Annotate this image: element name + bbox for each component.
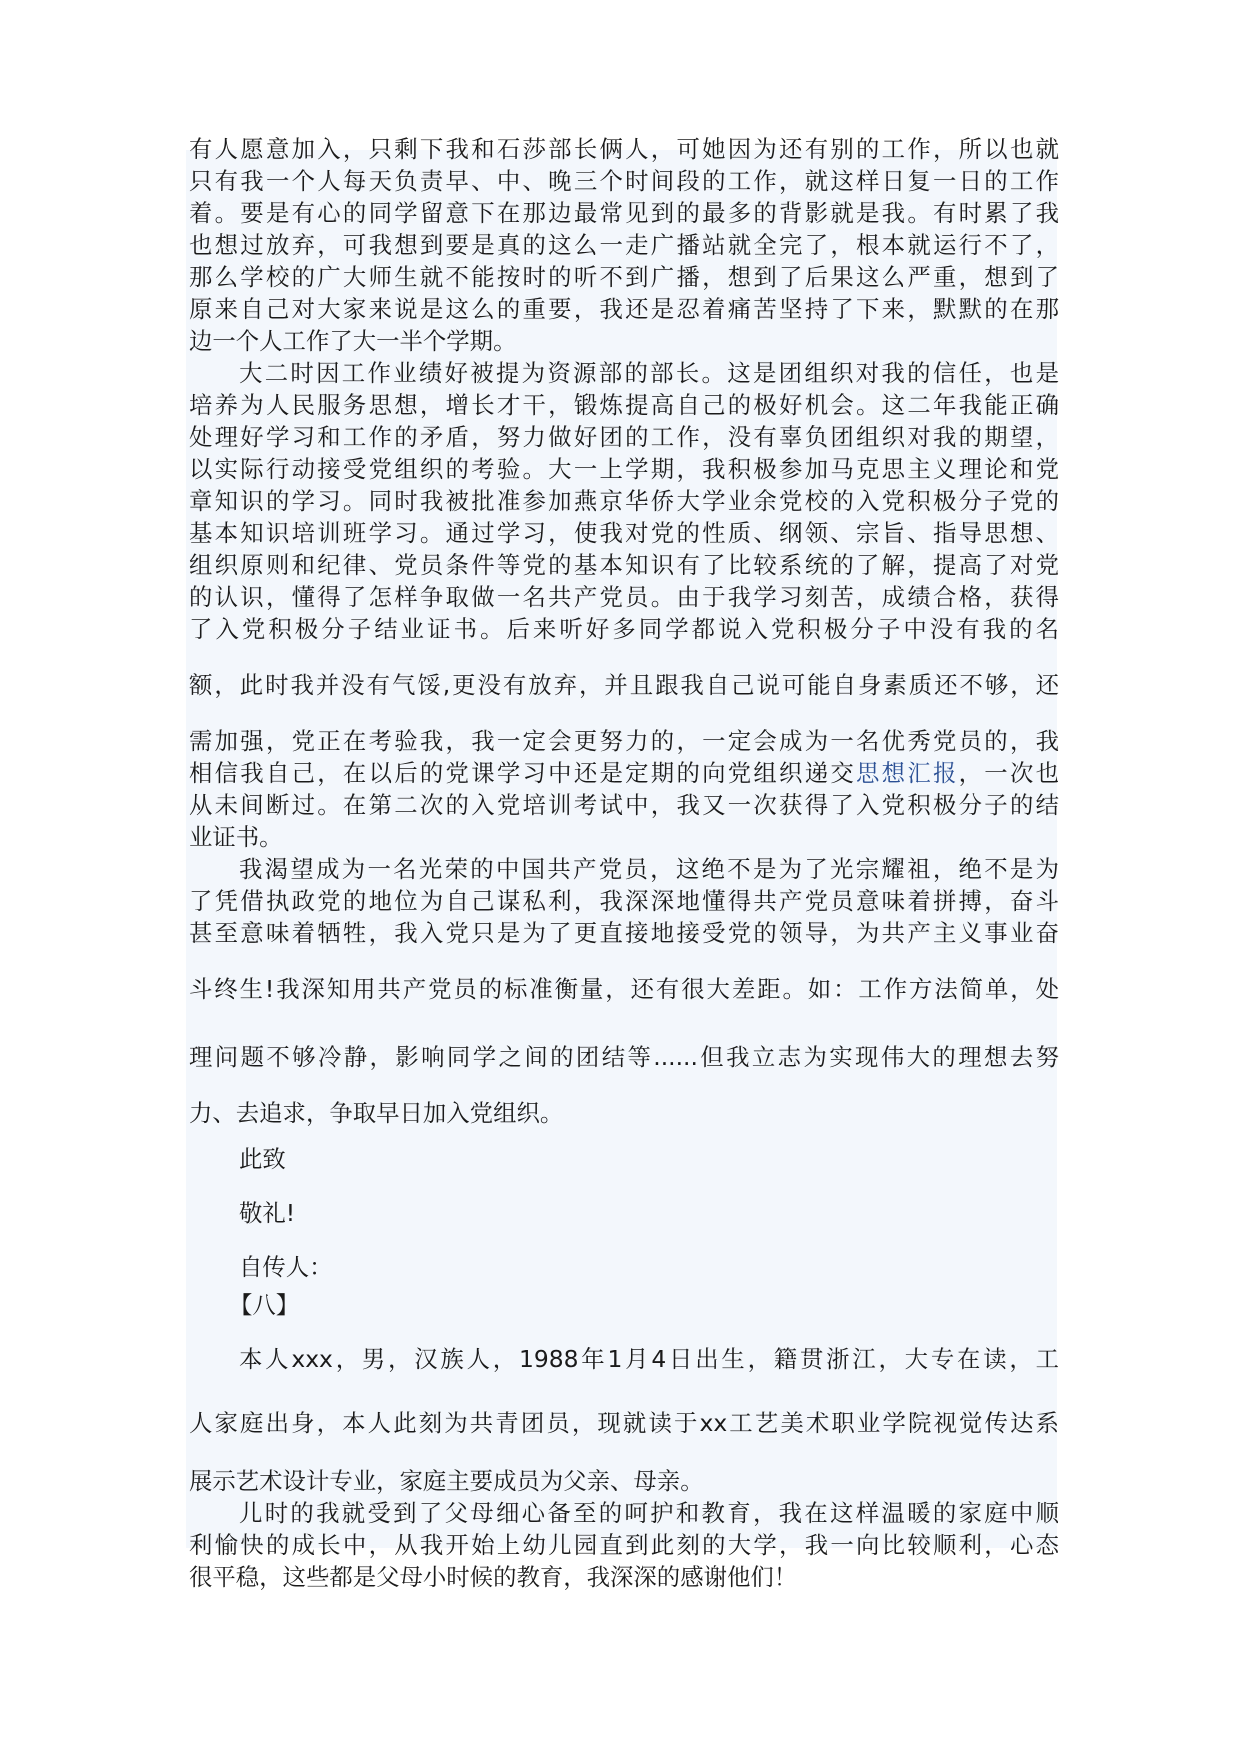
text-segment: ，一次也 — [958, 759, 1060, 787]
text-line: 只有我一个人每天负责早、中、晚三个时间段的工作，就这样日复一日的工作 — [189, 167, 1059, 195]
text-line: 斗终生!我深知用共产党员的标准衡量，还有很大差距。如：工作方法简单，处 — [189, 975, 1059, 1003]
text-line: 额，此时我并没有气馁,更没有放弃，并且跟我自己说可能自身素质还不够，还 — [189, 671, 1059, 699]
text-line: 也想过放弃，可我想到要是真的这么一走广播站就全完了，根本就运行不了， — [189, 231, 1059, 259]
text-line-with-link — [189, 757, 1059, 789]
paragraph-start: 本人xxx，男，汉族人，1988年1月4日出生，籍贯浙江，大专在读，工 — [239, 1345, 1059, 1373]
text-line: 人家庭出身，本人此刻为共青团员，现就读于xx工艺美术职业学院视觉传达系 — [189, 1409, 1059, 1437]
text-line: 展示艺术设计专业，家庭主要成员为父亲、母亲。 — [189, 1467, 704, 1495]
text-line: 边一个人工作了大一半个学期。 — [189, 327, 517, 355]
text-line: 理问题不够冷静，影响同学之间的团结等......但我立志为实现伟大的理想去努 — [189, 1043, 1059, 1071]
text-segment: 相信我自己，在以后的党课学习中还是定期的向党组织递交 — [189, 759, 857, 787]
text-line: 培养为人民服务思想，增长才干，锻炼提高自己的极好机会。这二年我能正确 — [189, 391, 1059, 419]
text-line: 很平稳，这些都是父母小时候的教育，我深深的感谢他们！ — [189, 1563, 798, 1591]
text-line: 原来自己对大家来说是这么的重要，我还是忍着痛苦坚持了下来，默默的在那 — [189, 295, 1059, 323]
text-line: 基本知识培训班学习。通过学习，使我对党的性质、纲领、宗旨、指导思想、 — [189, 519, 1059, 547]
paragraph-start: 大二时因工作业绩好被提为资源部的部长。这是团组织对我的信任，也是 — [239, 359, 1059, 387]
closing-greeting: 此致 — [239, 1145, 286, 1173]
author-signature-label: 自传人： — [239, 1253, 333, 1281]
text-line: 的认识，懂得了怎样争取做一名共产党员。由于我学习刻苦，成绩合格，获得 — [189, 583, 1059, 611]
paragraph-start: 儿时的我就受到了父母细心备至的呵护和教育，我在这样温暖的家庭中顺 — [239, 1499, 1059, 1527]
text-line: 需加强，党正在考验我，我一定会更努力的，一定会成为一名优秀党员的，我 — [189, 727, 1059, 755]
text-line: 组织原则和纪律、党员条件等党的基本知识有了比较系统的了解，提高了对党 — [189, 551, 1059, 579]
text-line: 那么学校的广大师生就不能按时的听不到广播，想到了后果这么严重，想到了 — [189, 263, 1059, 291]
text-line: 处理好学习和工作的矛盾，努力做好团的工作，没有辜负团组织对我的期望， — [189, 423, 1059, 451]
thought-report-link[interactable]: 思想汇报 — [856, 759, 959, 787]
text-line: 着。要是有心的同学留意下在那边最常见到的最多的背影就是我。有时累了我 — [189, 199, 1059, 227]
text-line: 利愉快的成长中，从我开始上幼儿园直到此刻的大学，我一向比较顺利，心态 — [189, 1531, 1059, 1559]
text-line: 了入党积极分子结业证书。后来听好多同学都说入党积极分子中没有我的名 — [189, 615, 1059, 643]
text-line: 甚至意味着牺牲，我入党只是为了更直接地接受党的领导，为共产主义事业奋 — [189, 919, 1059, 947]
text-line: 业证书。 — [189, 823, 283, 851]
text-line: 力、去追求，争取早日加入党组织。 — [189, 1099, 564, 1127]
text-line: 了凭借执政党的地位为自己谋私利，我深深地懂得共产党员意味着拼搏，奋斗 — [189, 887, 1059, 915]
closing-salute: 敬礼! — [239, 1199, 296, 1227]
paragraph-start: 我渴望成为一名光荣的中国共产党员，这绝不是为了光宗耀祖，绝不是为 — [239, 855, 1059, 883]
text-line: 章知识的学习。同时我被批准参加燕京华侨大学业余党校的入党积极分子党的 — [189, 487, 1059, 515]
section-heading: 【八】 — [229, 1291, 300, 1319]
text-line: 以实际行动接受党组织的考验。大一上学期，我积极参加马克思主义理论和党 — [189, 455, 1059, 483]
text-line: 有人愿意加入，只剩下我和石莎部长俩人，可她因为还有别的工作，所以也就 — [189, 135, 1059, 163]
text-line: 从未间断过。在第二次的入党培训考试中，我又一次获得了入党积极分子的结 — [189, 791, 1059, 819]
